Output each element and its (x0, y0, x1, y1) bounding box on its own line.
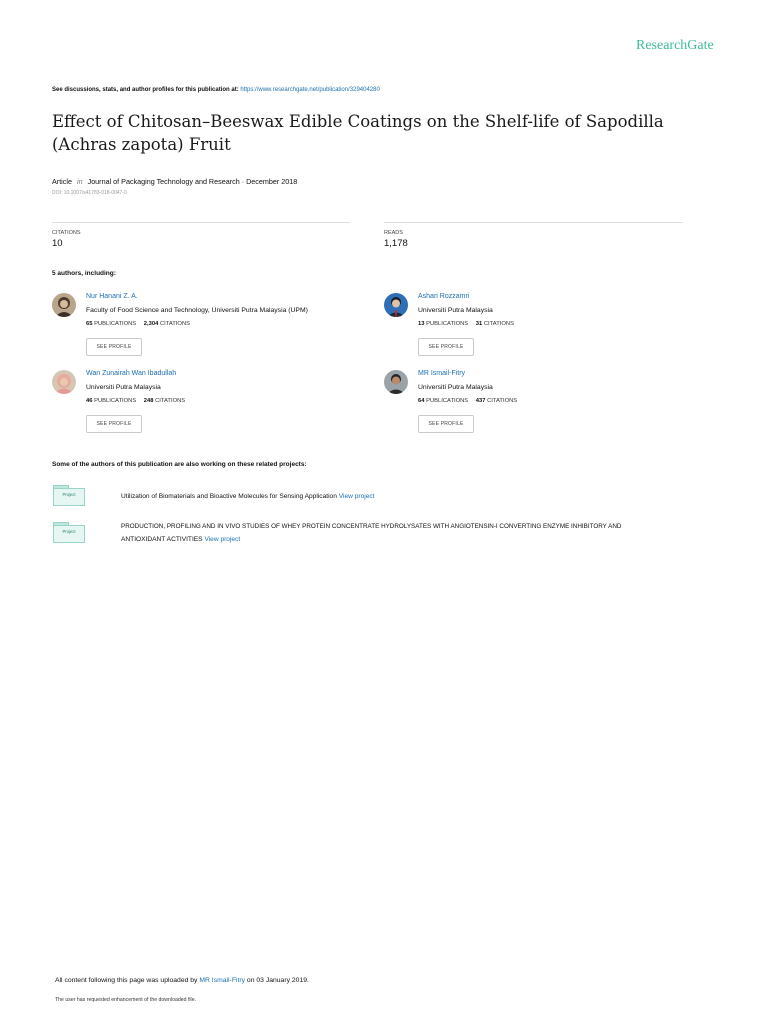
project-folder-icon[interactable] (53, 485, 85, 505)
author-name[interactable]: Nur Hanani Z. A. (86, 293, 138, 300)
project-title-line-1: PRODUCTION, PROFILING AND IN VIVO STUDIES OF WHEY PROTEIN CONCENTRATE HYDROLYSATES WITH ANGIOTENSIN-I CONVERTING ENZYME INHIBITORY AND (121, 523, 622, 530)
author-avatar[interactable] (52, 293, 76, 317)
citations-label: CITATIONS (155, 398, 186, 404)
citations-label: CITATIONS (52, 230, 81, 236)
project-icon-label: Project (62, 492, 76, 497)
authors-heading: 5 authors, including: (52, 270, 116, 277)
view-project-link[interactable]: View project (338, 493, 375, 500)
author-name[interactable]: Wan Zunairah Wan Ibadullah (86, 370, 177, 377)
reads-label: READS (384, 230, 403, 236)
author-institution: Faculty of Food Science and Technology, Universiti Putra Malaysia (UPM) (86, 307, 308, 314)
publication-title (52, 110, 712, 156)
citations-label: CITATIONS (483, 321, 514, 327)
enhancement-note: The user has requested enhancement of the downloaded file. (55, 997, 197, 1003)
publications-count: 13 (418, 321, 425, 327)
see-profile-button[interactable]: SEE PROFILE (86, 338, 142, 356)
citations-count: 31 (475, 321, 483, 327)
doi: DOI: 10.1007/s41783-018-0047-0 (52, 190, 127, 196)
author-stats (418, 321, 514, 327)
divider-left (52, 222, 350, 223)
author-stats (86, 321, 190, 327)
title-line-2: (Achras zapota) Fruit (52, 135, 231, 154)
discussion-prefix: See discussions, stats, and author profiles for this publication at: (52, 87, 239, 93)
author-avatar[interactable] (384, 370, 408, 394)
author-avatar[interactable] (52, 370, 76, 394)
citations-count: 2,304 (143, 321, 159, 327)
publications-count: 65 (86, 321, 93, 327)
author-institution: Universiti Putra Malaysia (418, 307, 493, 314)
author-institution: Universiti Putra Malaysia (418, 384, 493, 391)
project-title: Utilization of Biomaterials and Bioactive Molecules for Sensing Application (121, 493, 337, 500)
author-institution: Universiti Putra Malaysia (86, 384, 161, 391)
project-icon-label: Project (62, 529, 76, 534)
author-stats (418, 398, 517, 404)
related-projects-heading: Some of the authors of this publication are also working on these related projects: (52, 461, 307, 468)
project-folder-icon[interactable] (53, 522, 85, 542)
author-name[interactable]: Ashari Rozzamri (418, 293, 470, 300)
citations-count: 248 (143, 398, 154, 404)
uploaded-by-line (55, 977, 309, 984)
reads-count: 1,178 (384, 238, 408, 249)
uploader-link[interactable]: MR Ismail-Fitry (199, 977, 246, 984)
related-project (121, 520, 721, 546)
in-word: in (76, 177, 83, 186)
project-title-line-2: ANTIOXIDANT ACTIVITIES (121, 536, 203, 543)
divider-right (384, 222, 683, 223)
see-profile-button[interactable]: SEE PROFILE (86, 415, 142, 433)
publications-label: PUBLICATIONS (94, 321, 137, 327)
publication-url-link[interactable]: https://www.researchgate.net/publication/329404280 (240, 87, 380, 93)
discussion-line (52, 87, 380, 93)
citations-label: CITATIONS (159, 321, 190, 327)
journal-name: Journal of Packaging Technology and Research · December 2018 (87, 177, 298, 186)
citations-label: CITATIONS (487, 398, 518, 404)
uploaded-suffix: on 03 January 2019. (246, 977, 309, 984)
publications-count: 64 (418, 398, 425, 404)
publications-label: PUBLICATIONS (426, 321, 469, 327)
citations-count: 10 (52, 238, 63, 249)
publications-count: 46 (86, 398, 93, 404)
author-avatar[interactable] (384, 293, 408, 317)
see-profile-button[interactable]: SEE PROFILE (418, 338, 474, 356)
article-meta (52, 177, 297, 186)
researchgate-logo[interactable]: ResearchGate (636, 38, 714, 53)
title-line-1: Effect of Chitosan–Beeswax Edible Coatings on the Shelf-life of Sapodilla (52, 112, 664, 131)
article-type: Article (52, 177, 72, 186)
uploaded-prefix: All content following this page was uploaded by (55, 977, 198, 984)
view-project-link[interactable]: View project (204, 536, 241, 543)
citations-count: 437 (475, 398, 486, 404)
related-project (121, 490, 375, 503)
publications-label: PUBLICATIONS (426, 398, 469, 404)
author-name[interactable]: MR Ismail-Fitry (418, 370, 466, 377)
publications-label: PUBLICATIONS (94, 398, 137, 404)
see-profile-button[interactable]: SEE PROFILE (418, 415, 474, 433)
author-stats (86, 398, 185, 404)
